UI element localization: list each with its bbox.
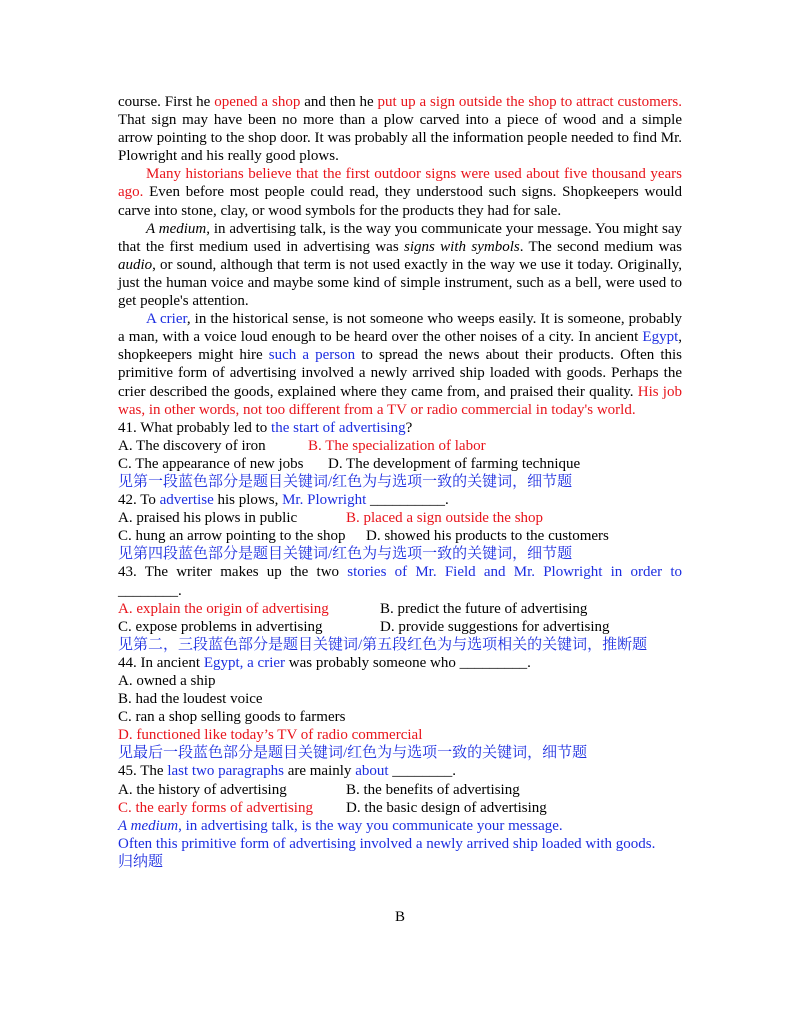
question-45-note-2: Often this primitive form of advertising involved a newly arrived ship loaded with goods.: [118, 835, 656, 852]
option-c: C. ran a shop selling goods to farmers: [118, 709, 346, 726]
question-45-stem: [118, 762, 682, 780]
question-41-stem: [118, 419, 682, 437]
option-c: C. The appearance of new jobs: [118, 455, 304, 472]
option-d: D. provide suggestions for advertising: [380, 618, 610, 635]
question-45-note-3: 归纳题: [118, 853, 164, 870]
highlight-red: put up a sign outside the shop to attract customers.: [377, 94, 683, 110]
document-body: [118, 93, 682, 871]
paragraph-1: [118, 93, 682, 165]
highlight-red: His job was, in other words, not too different from a TV or radio commercial in today's world.: [118, 383, 682, 418]
text: his plows,: [213, 492, 283, 509]
italic-term: audio: [118, 256, 153, 273]
option-b: B. The specialization of labor: [308, 437, 486, 454]
option-b: B. the benefits of advertising: [346, 781, 520, 798]
text: to spread the news about their products. Often this primitive form of advertising involved a newly arrived ship loaded with goods. Perhaps the crier described the goods, explained where they came from, and praised their quality.: [118, 347, 682, 400]
highlight-blue: Mr. Plowright: [282, 492, 367, 509]
option-a: A. the history of advertising: [118, 781, 287, 798]
question-42-options-cd: [118, 527, 682, 545]
option-b: B. had the loudest voice: [118, 691, 263, 708]
option-a: A. owned a ship: [118, 673, 216, 689]
text: was probably someone who _________.: [285, 654, 531, 671]
question-42-note: 见第四段蓝色部分是题目关键词/红色为与选项一致的关键词，细节题: [118, 546, 573, 563]
option-d: D. the basic design of advertising: [346, 799, 547, 816]
paragraph-4: [118, 310, 682, 419]
highlight-blue: about: [355, 763, 389, 780]
text: Even before most people could read, they understood such signs. Shopkeepers would carve into stone, clay, or wood symbols for the products they had for sale.: [118, 184, 682, 219]
text: , in the historical sense, is not someone who weeps easily. It is someone, probably a man, with a voice loud enough to be heard over the other noises of a city. In ancient: [118, 311, 682, 346]
highlight-blue: A crier: [146, 311, 187, 328]
question-41-options-cd: [118, 455, 682, 473]
question-43-blank: ________.: [118, 582, 182, 599]
text: , or sound, although that term is not used exactly in the way we use it today. Originally, just the human voice and maybe some kind of simple instrument, such as a bell, were used to get people's attention.: [118, 256, 682, 310]
text: and then he: [300, 94, 378, 110]
question-42-stem: [118, 491, 682, 509]
highlight-blue: such a person: [268, 347, 356, 364]
section-letter: B: [394, 909, 405, 925]
text: , in advertising talk, is the way you communicate your message. You might say that the first medium used in advertising was: [118, 220, 682, 255]
question-41-options-ab: [118, 437, 682, 455]
text: That sign may have been no more than a plow carved into a piece of wood and a simple arrow pointing to the shop door. It was probably all the information people needed to find Mr. Plowright and his really good plows.: [118, 112, 682, 165]
text: , shopkeepers might hire: [118, 329, 682, 364]
text: . The second medium was: [519, 238, 683, 255]
question-45-options-cd: [118, 799, 682, 817]
highlight-red: Many historians believe that the first outdoor signs were used about five thousand years ago.: [118, 166, 682, 201]
option-a: A. praised his plows in public: [118, 510, 298, 527]
option-b: B. predict the future of advertising: [380, 600, 588, 617]
highlight-blue: stories of Mr. Field and Mr. Plowright in order to: [347, 564, 682, 581]
option-a: A. explain the origin of advertising: [118, 600, 329, 617]
text: 44. In ancient: [118, 654, 204, 671]
highlight-blue: Egypt: [642, 329, 679, 346]
question-43-options-cd: [118, 618, 682, 636]
text: 45. The: [118, 763, 168, 780]
option-d: D. showed his products to the customers: [366, 528, 609, 545]
highlight-blue: the start of advertising: [271, 419, 406, 436]
option-d: D. functioned like today’s TV of radio commercial: [118, 727, 423, 744]
option-c: C. expose problems in advertising: [118, 618, 323, 635]
highlight-blue: last two paragraphs: [167, 763, 284, 780]
question-45-note-1: [118, 817, 682, 835]
paragraph-3: [118, 220, 682, 310]
option-c: C. hung an arrow pointing to the shop: [118, 528, 346, 545]
highlight-blue: advertise: [159, 492, 214, 509]
question-44-note: 见最后一段蓝色部分是题目关键词/红色为与选项一致的关键词，细节题: [118, 745, 588, 762]
text: ?: [405, 419, 413, 436]
option-d: D. The development of farming technique: [328, 455, 581, 472]
text: 43. The writer makes up the two: [118, 564, 348, 581]
text: , in advertising talk, is the way you communicate your message.: [178, 817, 563, 834]
paragraph-2: [118, 165, 682, 219]
option-c: C. the early forms of advertising: [118, 799, 313, 816]
text: ________.: [388, 763, 457, 780]
italic-term: signs with symbols: [404, 238, 520, 255]
text: are mainly: [283, 763, 356, 780]
question-41-note: 见第一段蓝色部分是题目关键词/红色为与选项一致的关键词，细节题: [118, 473, 573, 490]
highlight-red: opened a shop: [214, 94, 301, 110]
highlight-blue: Egypt, a crier: [203, 654, 286, 671]
question-43-options-ab: [118, 600, 682, 618]
italic-term: A medium: [118, 817, 179, 834]
question-42-options-ab: [118, 509, 682, 527]
text: __________.: [366, 492, 449, 509]
text: 42. To: [118, 492, 160, 509]
question-44-stem: [118, 654, 682, 672]
option-a: A. The discovery of iron: [118, 437, 266, 454]
italic-term: A medium: [146, 220, 207, 237]
question-43-note: 见第二，三段蓝色部分是题目关键词/第五段红色为与选项相关的关键词，推断题: [118, 636, 648, 653]
text: 41. What probably led to: [118, 419, 272, 436]
question-45-options-ab: [118, 781, 682, 799]
question-43-stem: [118, 563, 682, 581]
text: course. First he: [118, 94, 215, 110]
option-b: B. placed a sign outside the shop: [346, 510, 544, 527]
